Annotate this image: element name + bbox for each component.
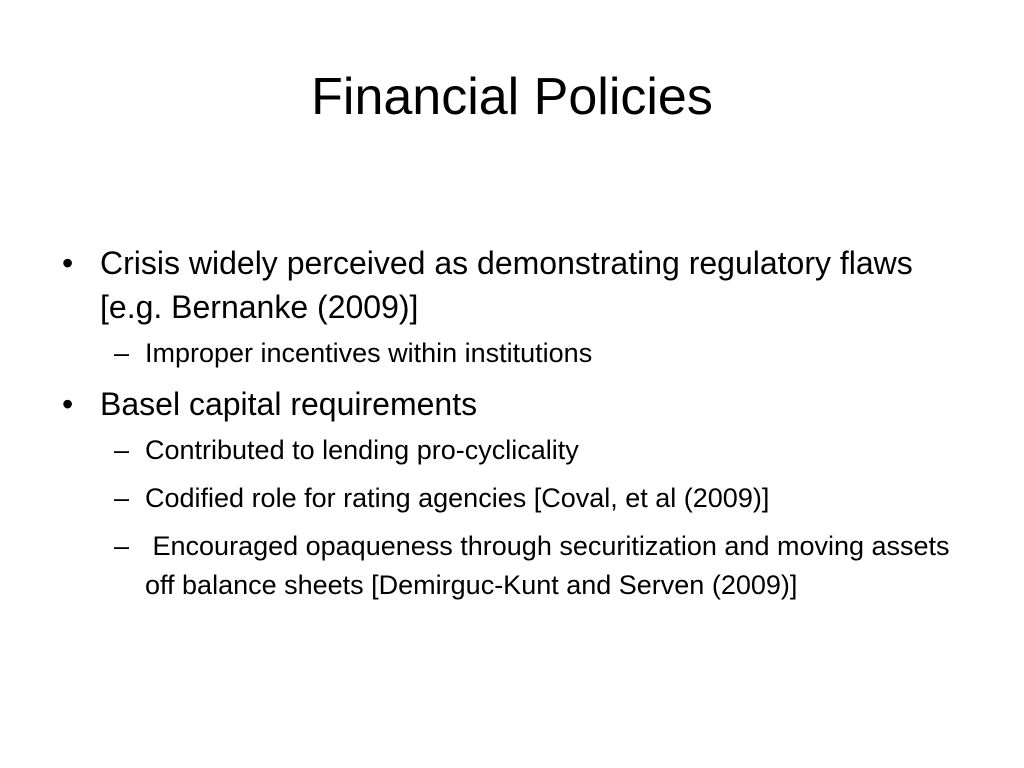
sub-bullet-text: Codified role for rating agencies [Coval, et al (2009)] (145, 483, 770, 513)
bullet-marker: • (62, 245, 74, 281)
sub-bullet-item (114, 479, 962, 518)
sub-bullet-text: Encouraged opaqueness through securitization and moving assets off balance sheets [Demirguc-Kunt and Serven (2009)] (145, 531, 958, 600)
slide-title: Financial Policies (311, 68, 713, 126)
sub-bullet-text: Improper incentives within institutions (145, 338, 593, 368)
bullet-item (62, 241, 962, 329)
bullet-marker: • (62, 386, 74, 422)
sub-bullet-item (114, 527, 962, 605)
dash-marker: – (114, 338, 130, 368)
dash-marker: – (114, 531, 130, 561)
bullet-text: Basel capital requirements (100, 386, 478, 422)
dash-marker: – (114, 483, 130, 513)
bullet-text: Crisis widely perceived as demonstrating regulatory flaws [e.g. Bernanke (2009)] (100, 245, 913, 325)
sub-bullet-text: Contributed to lending pro-cyclicality (145, 435, 579, 465)
slide-body (62, 241, 962, 614)
sub-bullet-item (114, 334, 962, 373)
dash-marker: – (114, 435, 130, 465)
sub-bullet-item (114, 431, 962, 470)
bullet-item (62, 382, 962, 426)
